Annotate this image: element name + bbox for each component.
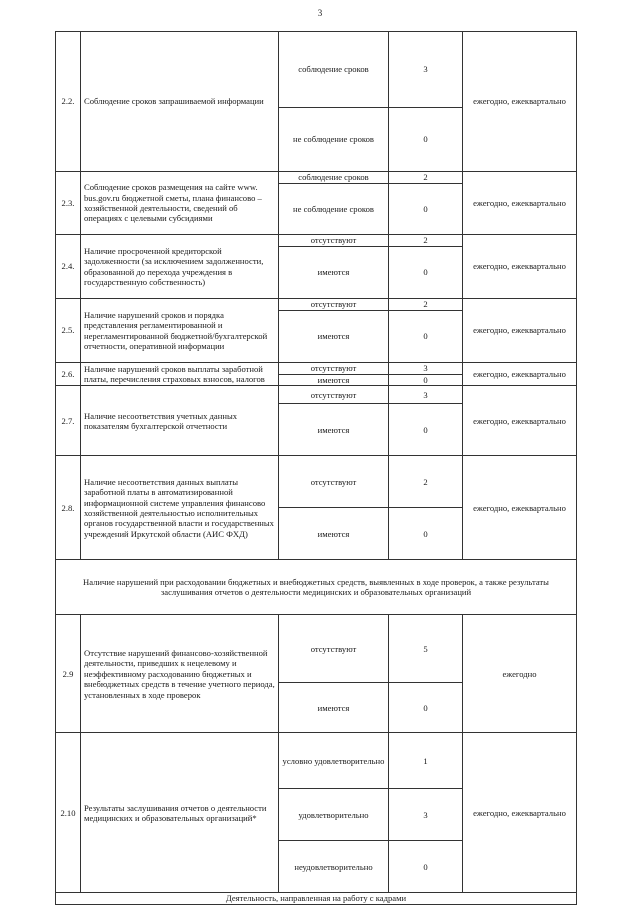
periodicity-cell: ежегодно, ежеквартально [463, 456, 577, 560]
criterion-description: Наличие нарушений сроков и порядка представления регламентированной и нерегламентированной бюджетной/бухгалтерской отчетности, оперативной информации [81, 299, 279, 363]
condition-cell: соблюдение сроков [279, 32, 389, 108]
row-number: 2.6. [56, 363, 81, 386]
condition-cell: отсутствуют [279, 615, 389, 683]
table-row [56, 560, 577, 615]
periodicity-cell: ежегодно, ежеквартально [463, 733, 577, 893]
table-row [56, 172, 577, 184]
row-number: 2.8. [56, 456, 81, 560]
score-cell: 0 [389, 184, 463, 235]
row-number: 2.3. [56, 172, 81, 235]
criterion-description: Наличие просроченной кредиторской задолженности (за исключением задолженности, образованной до перехода учреждения в государственную собственность) [81, 235, 279, 299]
score-cell: 5 [389, 615, 463, 683]
periodicity-cell: ежегодно, ежеквартально [463, 235, 577, 299]
condition-cell: имеются [279, 404, 389, 456]
condition-cell: отсутствуют [279, 456, 389, 508]
row-number: 2.10 [56, 733, 81, 893]
condition-cell: имеются [279, 247, 389, 299]
score-cell: 0 [389, 841, 463, 893]
row-number: 2.5. [56, 299, 81, 363]
periodicity-cell: ежегодно, ежеквартально [463, 32, 577, 172]
condition-cell: отсутствуют [279, 386, 389, 404]
table-row [56, 893, 577, 904]
condition-cell: имеются [279, 375, 389, 386]
condition-cell: имеются [279, 311, 389, 363]
row-number: 2.9 [56, 615, 81, 733]
condition-cell: отсутствуют [279, 235, 389, 247]
criterion-description: Отсутствие нарушений финансово-хозяйственной деятельности, приведших к нецелевому и неэффективному расходованию бюджетных и внебюджетных средств в течение учетного периода, установленных в ходе проверок [81, 615, 279, 733]
score-cell: 3 [389, 789, 463, 841]
condition-cell: неудовлетворительно [279, 841, 389, 893]
periodicity-cell: ежегодно, ежеквартально [463, 386, 577, 456]
row-number: 2.4. [56, 235, 81, 299]
criterion-description: Наличие нарушений сроков выплаты заработной платы, перечисления страховых взносов, налогов [81, 363, 279, 386]
table-row [56, 733, 577, 789]
table-row [56, 299, 577, 311]
score-cell: 3 [389, 32, 463, 108]
score-cell: 0 [389, 683, 463, 733]
score-cell: 3 [389, 363, 463, 375]
criterion-description: Результаты заслушивания отчетов о деятельности медицинских и образовательных организаций* [81, 733, 279, 893]
score-cell: 2 [389, 299, 463, 311]
periodicity-cell: ежегодно [463, 615, 577, 733]
condition-cell: имеются [279, 683, 389, 733]
criterion-description: Наличие несоответствия учетных данных показателям бухгалтерской отчетности [81, 386, 279, 456]
score-cell: 0 [389, 311, 463, 363]
periodicity-cell: ежегодно, ежеквартально [463, 363, 577, 386]
criterion-description: Соблюдение сроков размещения на сайте www. bus.gov.ru бюджетной сметы, плана финансово – хозяйственной деятельности, сведений об операциях с целевыми субсидиями [81, 172, 279, 235]
score-cell: 1 [389, 733, 463, 789]
condition-cell: не соблюдение сроков [279, 184, 389, 235]
condition-cell: условно удовлетворительно [279, 733, 389, 789]
score-cell: 0 [389, 404, 463, 456]
row-number: 2.2. [56, 32, 81, 172]
score-cell: 3 [389, 386, 463, 404]
table-row [56, 615, 577, 683]
table-row [56, 32, 577, 108]
table-row [56, 363, 577, 375]
periodicity-cell: ежегодно, ежеквартально [463, 299, 577, 363]
score-cell: 0 [389, 508, 463, 560]
condition-cell: отсутствуют [279, 299, 389, 311]
section-heading: Деятельность, направленная на работу с кадрами [56, 893, 577, 904]
page-number: 3 [317, 8, 323, 18]
table-row [56, 386, 577, 404]
score-cell: 0 [389, 247, 463, 299]
criteria-table [55, 31, 577, 905]
score-cell: 2 [389, 172, 463, 184]
condition-cell: соблюдение сроков [279, 172, 389, 184]
row-number: 2.7. [56, 386, 81, 456]
table-row [56, 456, 577, 508]
condition-cell: не соблюдение сроков [279, 108, 389, 172]
condition-cell: имеются [279, 508, 389, 560]
condition-cell: отсутствуют [279, 363, 389, 375]
criterion-description: Наличие несоответствия данных выплаты заработной платы в автоматизированной информационной системе управления финансово хозяйственной деятельностью исполнительных органов государственной власти и государственных учреждений Иркутской области (АИС ФХД) [81, 456, 279, 560]
score-cell: 0 [389, 108, 463, 172]
criterion-description: Соблюдение сроков запрашиваемой информации [81, 32, 279, 172]
periodicity-cell: ежегодно, ежеквартально [463, 172, 577, 235]
condition-cell: удовлетворительно [279, 789, 389, 841]
score-cell: 0 [389, 375, 463, 386]
table-row [56, 235, 577, 247]
score-cell: 2 [389, 235, 463, 247]
score-cell: 2 [389, 456, 463, 508]
section-heading: Наличие нарушений при расходовании бюджетных и внебюджетных средств, выявленных в ходе проверок, а также результаты заслушивания отчетов о деятельности медицинских и образовательных организаций [56, 560, 577, 615]
